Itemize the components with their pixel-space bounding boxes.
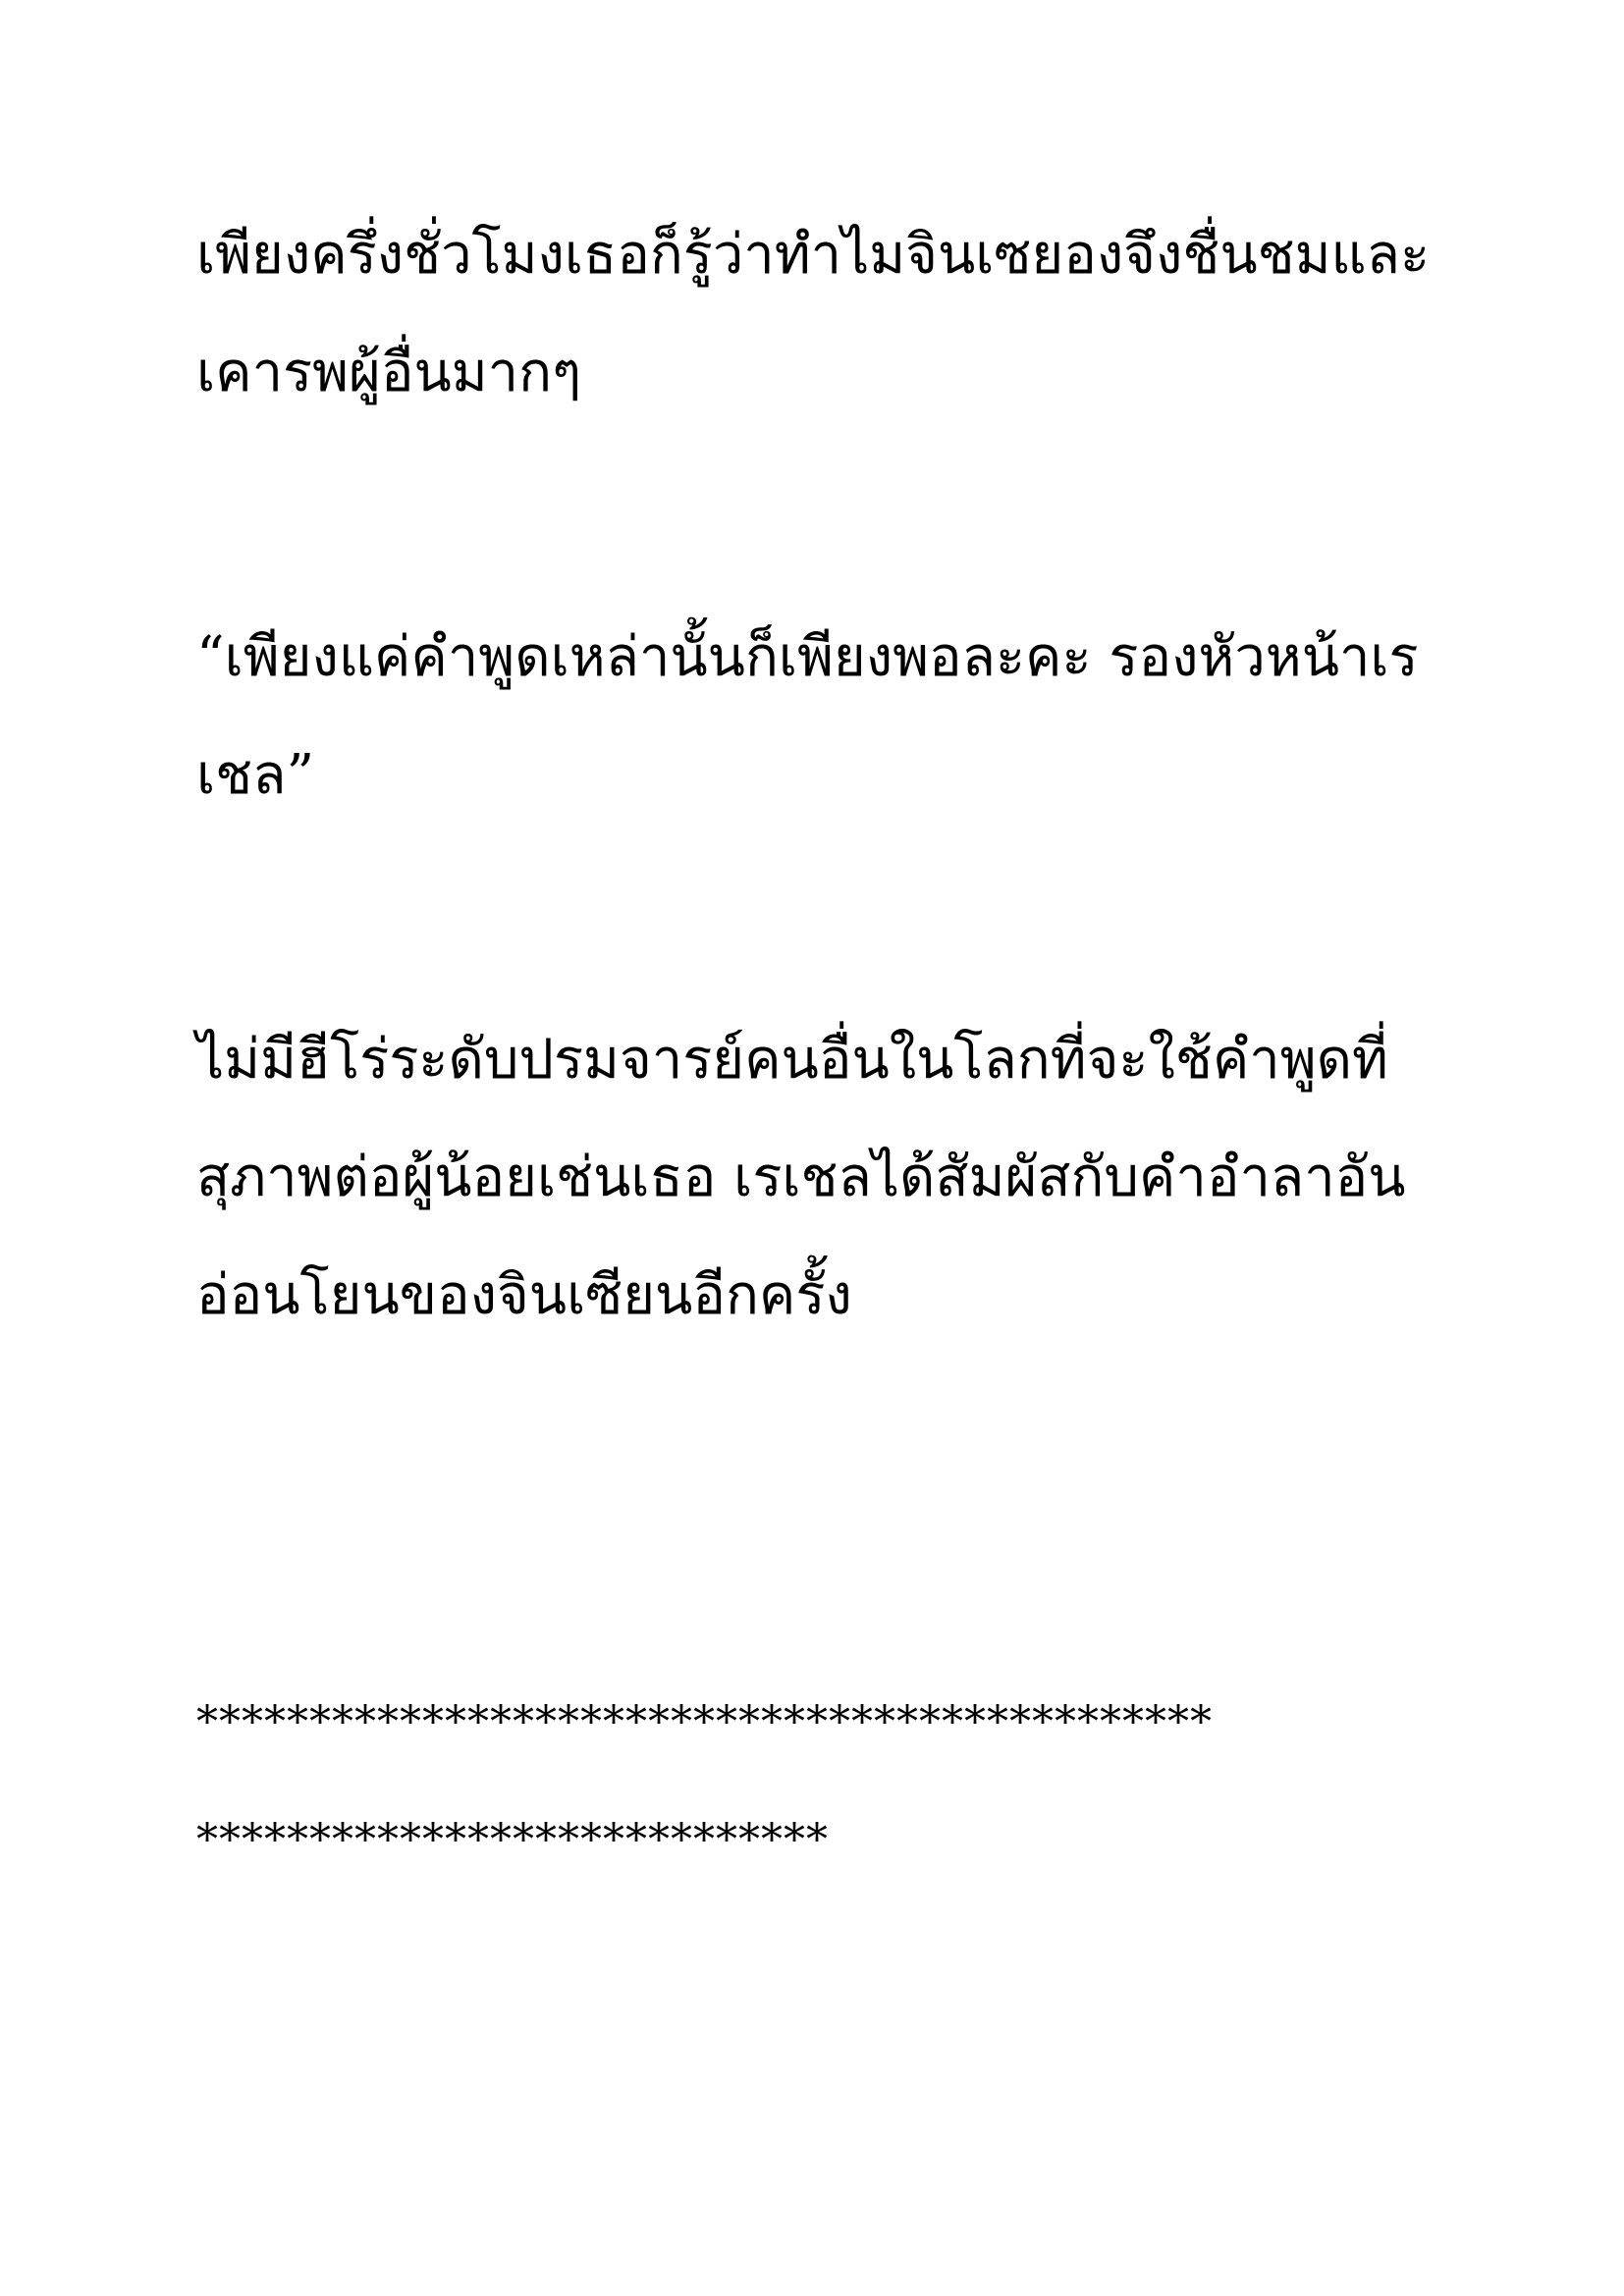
paragraph-3-line-2: สุภาพต่อผู้น้อยเช่นเธอ เรเชลได้สัมผัสกับคำอำลาอัน: [196, 1146, 1406, 1209]
separator-line-1: *********************************************: [196, 1697, 1213, 1747]
paragraph-1-line-1: เพียงครึ่งชั่วโมงเธอก็รู้ว่าทำไมจินเซยองจึงชื่นชมและ: [196, 223, 1431, 287]
paragraph-1-line-2: เคารพผู้อื่นมากๆ: [196, 341, 582, 404]
paragraph-3-line-3: อ่อนโยนของจินเซียนอีกครั้ง: [196, 1263, 852, 1327]
paragraph-2-line-2: เชล”: [196, 743, 315, 807]
paragraph-3-line-1: ไม่มีฮีโร่ระดับปรมจารย์คนอื่นในโลกที่จะใช้คำพูดที่: [196, 1028, 1388, 1092]
separator-line-2: ****************************: [196, 1815, 829, 1865]
paragraph-2-line-1: “เพียงแค่คำพูดเหล่านั้นก็เพียงพอละคะ รองหัวหน้าเร: [196, 625, 1419, 689]
